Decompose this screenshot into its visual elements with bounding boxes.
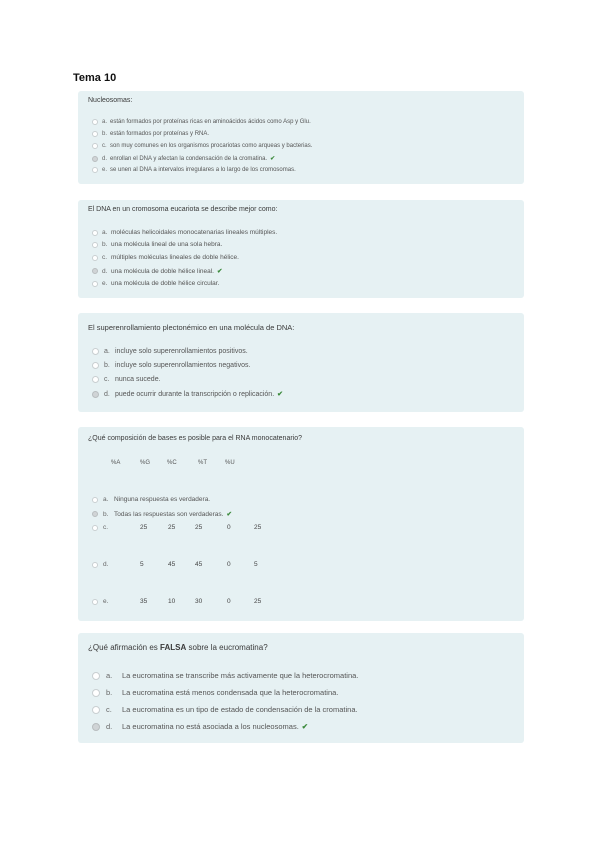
column-header-u: %U bbox=[225, 460, 235, 466]
question-text: ¿Qué afirmación es FALSA sobre la eucromatina? bbox=[88, 643, 268, 652]
radio-button[interactable] bbox=[92, 143, 98, 149]
question-text: El DNA en un cromosoma eucariota se describe mejor como: bbox=[88, 206, 278, 213]
option-text: La eucromatina es un tipo de estado de condensación de la cromatina. bbox=[122, 705, 358, 714]
correct-check-icon: ✔ bbox=[301, 722, 309, 731]
option-a[interactable]: a. moléculas helicoidales monocatenarias lineales múltiples. bbox=[92, 229, 277, 236]
option-e[interactable]: e. bbox=[92, 598, 114, 605]
option-b[interactable]: b. Todas las respuestas son verdaderas. ✔ bbox=[92, 510, 232, 518]
question-card-4 bbox=[78, 427, 524, 621]
option-d[interactable]: d. bbox=[92, 561, 114, 568]
option-text: una molécula lineal de una sola hebra. bbox=[111, 241, 223, 248]
question-card-1 bbox=[78, 91, 524, 184]
option-text: enrollan el DNA y afectan la condensación de la cromatina. bbox=[110, 155, 268, 162]
question-text: El superenrollamiento plectonémico en una molécula de DNA: bbox=[88, 323, 295, 332]
option-text: nunca sucede. bbox=[115, 376, 161, 383]
option-c[interactable]: c. La eucromatina es un tipo de estado de condensación de la cromatina. bbox=[92, 705, 358, 714]
radio-button[interactable] bbox=[92, 281, 98, 287]
question-text: ¿Qué composición de bases es posible para el RNA monocatenario? bbox=[88, 435, 303, 442]
radio-button[interactable] bbox=[92, 562, 98, 568]
cell-e-g: 10 bbox=[168, 598, 176, 605]
radio-button[interactable] bbox=[92, 348, 99, 355]
cell-d-c: 45 bbox=[195, 561, 203, 568]
cell-e-t: 0 bbox=[227, 598, 231, 605]
cell-d-g: 45 bbox=[168, 561, 176, 568]
option-text: múltiples moléculas lineales de doble hélice. bbox=[111, 254, 239, 261]
radio-button[interactable] bbox=[92, 497, 98, 503]
option-b[interactable]: b. están formados por proteínas y RNA. bbox=[92, 131, 209, 137]
radio-button-selected[interactable] bbox=[92, 511, 98, 517]
correct-check-icon: ✔ bbox=[217, 268, 223, 275]
page-title: Tema 10 bbox=[73, 72, 117, 84]
option-e[interactable]: e. se unen al DNA a intervalos irregulares a lo largo de los cromosomas. bbox=[92, 167, 296, 173]
cell-c-c: 25 bbox=[195, 524, 203, 531]
radio-button-selected[interactable] bbox=[92, 391, 99, 398]
option-d[interactable]: d. puede ocurrir durante la transcripción o replicación. ✔ bbox=[92, 390, 283, 398]
option-a[interactable]: a. están formados por proteínas ricas en aminoácidos ácidos como Asp y Glu. bbox=[92, 119, 311, 125]
question-card-2 bbox=[78, 200, 524, 298]
radio-button[interactable] bbox=[92, 706, 100, 714]
radio-button[interactable] bbox=[92, 672, 100, 680]
column-header-g: %G bbox=[140, 460, 151, 466]
radio-button[interactable] bbox=[92, 689, 100, 697]
cell-c-a: 25 bbox=[140, 524, 148, 531]
radio-button[interactable] bbox=[92, 376, 99, 383]
option-text: La eucromatina se transcribe más activamente que la heterocromatina. bbox=[122, 671, 359, 680]
option-text: Todas las respuestas son verdaderas. bbox=[114, 510, 224, 518]
radio-button[interactable] bbox=[92, 242, 98, 248]
option-c[interactable]: c. múltiples moléculas lineales de doble hélice. bbox=[92, 254, 239, 261]
question-emphasis: FALSA bbox=[160, 643, 187, 652]
correct-check-icon: ✔ bbox=[277, 391, 284, 398]
option-a[interactable]: a. Ninguna respuesta es verdadera. bbox=[92, 496, 210, 503]
column-header-a: %A bbox=[111, 460, 121, 466]
radio-button-selected[interactable] bbox=[92, 723, 100, 731]
option-e[interactable]: e. una molécula de doble hélice circular. bbox=[92, 280, 219, 287]
radio-button-selected[interactable] bbox=[92, 268, 98, 274]
cell-e-a: 35 bbox=[140, 598, 148, 605]
option-text: se unen al DNA a intervalos irregulares a lo largo de los cromosomas. bbox=[110, 167, 296, 173]
cell-e-c: 30 bbox=[195, 598, 203, 605]
column-header-t: %T bbox=[198, 460, 207, 466]
option-text: son muy comunes en los organismos procariotas como arqueas y bacterias. bbox=[110, 143, 313, 149]
cell-d-a: 5 bbox=[140, 561, 144, 568]
radio-button[interactable] bbox=[92, 362, 99, 369]
option-d[interactable]: d. una molécula de doble hélice lineal. ✔ bbox=[92, 267, 222, 275]
radio-button[interactable] bbox=[92, 119, 98, 125]
option-text: una molécula de doble hélice lineal. bbox=[111, 267, 214, 275]
option-b[interactable]: b. La eucromatina está menos condensada que la heterocromatina. bbox=[92, 688, 338, 697]
option-c[interactable]: c. bbox=[92, 524, 114, 531]
option-b[interactable]: b. una molécula lineal de una sola hebra. bbox=[92, 241, 222, 248]
option-text: están formados por proteínas y RNA. bbox=[110, 131, 210, 137]
option-d[interactable]: d. La eucromatina no está asociada a los nucleosomas. ✔ bbox=[92, 722, 308, 731]
option-a[interactable]: a. incluye solo superenrollamientos positivos. bbox=[92, 348, 248, 355]
cell-e-u: 25 bbox=[254, 598, 262, 605]
option-text: La eucromatina está menos condensada que la heterocromatina. bbox=[122, 688, 339, 697]
radio-button[interactable] bbox=[92, 255, 98, 261]
radio-button-selected[interactable] bbox=[92, 156, 98, 162]
question-card-5 bbox=[78, 633, 524, 743]
question-text: Nucleosomas: bbox=[88, 97, 133, 104]
option-a[interactable]: a. La eucromatina se transcribe más activamente que la heterocromatina. bbox=[92, 671, 358, 680]
radio-button[interactable] bbox=[92, 131, 98, 137]
option-text: moléculas helicoidales monocatenarias lineales múltiples. bbox=[111, 229, 278, 236]
option-c[interactable]: c. son muy comunes en los organismos procariotas como arqueas y bacterias. bbox=[92, 143, 312, 149]
option-text: puede ocurrir durante la transcripción o replicación. bbox=[115, 390, 275, 398]
radio-button[interactable] bbox=[92, 599, 98, 605]
radio-button[interactable] bbox=[92, 167, 98, 173]
option-text: incluye solo superenrollamientos negativos. bbox=[115, 362, 251, 369]
question-card-3 bbox=[78, 313, 524, 412]
cell-c-t: 0 bbox=[227, 524, 231, 531]
cell-c-g: 25 bbox=[168, 524, 176, 531]
correct-check-icon: ✔ bbox=[226, 511, 232, 518]
option-text: incluye solo superenrollamientos positivos. bbox=[115, 348, 248, 355]
option-b[interactable]: b. incluye solo superenrollamientos negativos. bbox=[92, 362, 250, 369]
option-text: La eucromatina no está asociada a los nucleosomas. bbox=[122, 722, 299, 731]
cell-c-u: 25 bbox=[254, 524, 262, 531]
cell-d-t: 0 bbox=[227, 561, 231, 568]
option-c[interactable]: c. nunca sucede. bbox=[92, 376, 161, 383]
option-d[interactable]: d. enrollan el DNA y afectan la condensación de la cromatina. ✔ bbox=[92, 155, 275, 162]
correct-check-icon: ✔ bbox=[270, 156, 276, 162]
option-text: Ninguna respuesta es verdadera. bbox=[114, 496, 211, 503]
option-text: están formados por proteínas ricas en aminoácidos ácidos como Asp y Glu. bbox=[110, 119, 311, 125]
radio-button[interactable] bbox=[92, 525, 98, 531]
cell-d-u: 5 bbox=[254, 561, 258, 568]
column-header-c: %C bbox=[167, 460, 177, 466]
option-text: una molécula de doble hélice circular. bbox=[111, 280, 220, 287]
radio-button[interactable] bbox=[92, 230, 98, 236]
